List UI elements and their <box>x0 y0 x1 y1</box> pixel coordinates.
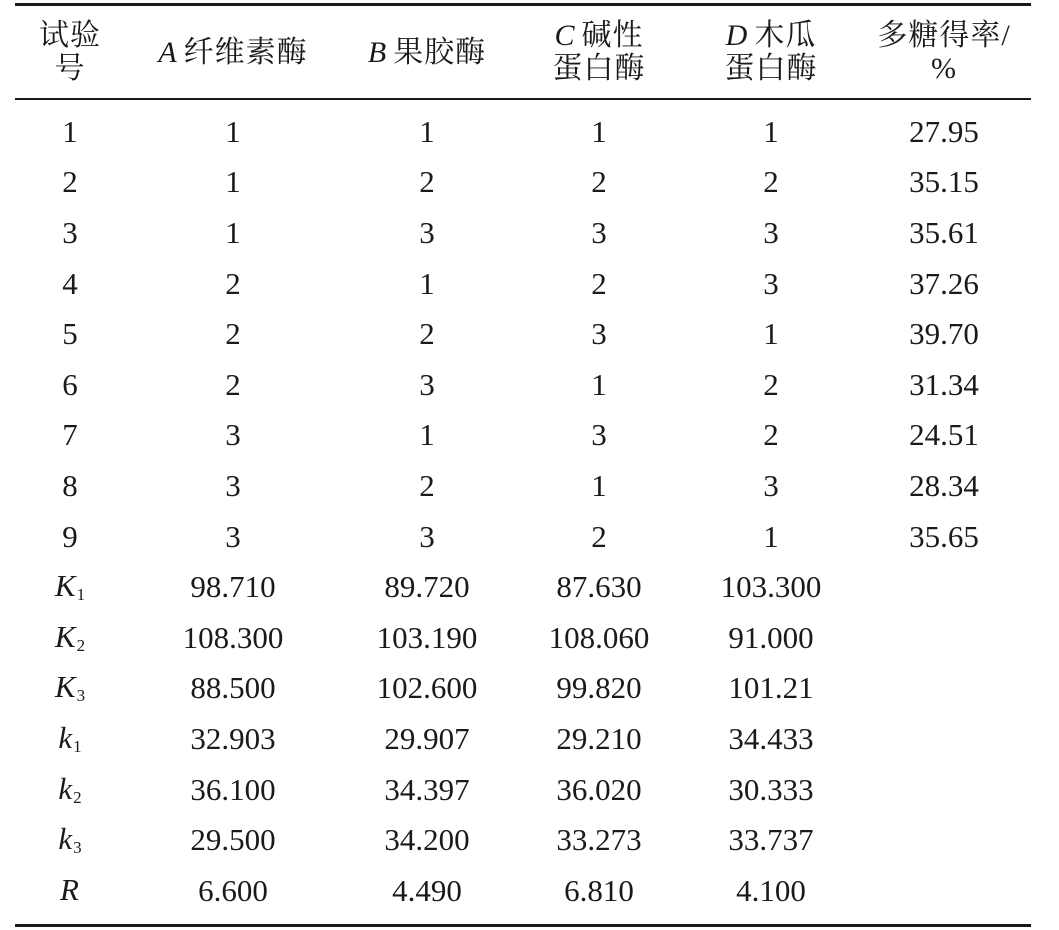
stat-row-k2 <box>15 764 1031 815</box>
factor-c-stat: 33.273 <box>556 822 642 858</box>
header-factor-c <box>513 5 685 100</box>
header-yield-line2: % <box>931 52 957 85</box>
table-row <box>15 359 1031 410</box>
factor-a-stat: 98.710 <box>190 569 276 605</box>
factor-c-cell: 3 <box>591 214 607 250</box>
yield-stat <box>857 814 1031 865</box>
table-body <box>15 99 1031 925</box>
factor-a-cell: 3 <box>225 467 241 503</box>
yield-cell: 27.95 <box>909 113 979 149</box>
stat-subscript: 3 <box>76 686 86 706</box>
factor-d-stat: 4.100 <box>736 872 806 908</box>
factor-b-cell: 1 <box>419 265 435 301</box>
stat-row-k3 <box>15 814 1031 865</box>
factor-c-stat: 6.810 <box>564 872 634 908</box>
factor-b-cell: 1 <box>419 113 435 149</box>
factor-b-cell: 2 <box>419 316 435 352</box>
factor-b-letter: B <box>367 35 388 69</box>
table-row <box>15 207 1031 258</box>
stat-symbol <box>15 663 125 714</box>
factor-b-stat: 102.600 <box>376 670 478 706</box>
yield-cell: 28.34 <box>909 467 979 503</box>
factor-c-stat: 29.210 <box>556 720 642 756</box>
header-trial-no <box>15 5 125 100</box>
stat-subscript: 1 <box>76 585 86 605</box>
factor-d-cell: 1 <box>763 316 779 352</box>
factor-a-stat: 88.500 <box>190 670 276 706</box>
factor-c-stat: 108.060 <box>548 619 650 655</box>
factor-b-stat: 103.190 <box>376 619 478 655</box>
factor-a-stat: 108.300 <box>182 619 284 655</box>
factor-b-cell: 2 <box>419 467 435 503</box>
factor-a-cell: 1 <box>225 214 241 250</box>
factor-d-cell: 2 <box>763 164 779 200</box>
factor-d-cell: 2 <box>763 417 779 453</box>
trial-no-cell: 2 <box>62 164 78 200</box>
trial-no-cell: 7 <box>62 417 78 453</box>
table-row <box>15 308 1031 359</box>
factor-b-stat: 34.200 <box>384 822 470 858</box>
factor-a-stat: 36.100 <box>190 771 276 807</box>
yield-cell: 35.65 <box>909 518 979 554</box>
yield-cell: 24.51 <box>909 417 979 453</box>
factor-a-stat: 6.600 <box>198 872 268 908</box>
factor-c-cell: 3 <box>591 316 607 352</box>
yield-stat <box>857 713 1031 764</box>
factor-c-cell: 1 <box>591 366 607 402</box>
stat-symbol <box>15 713 125 764</box>
trial-no-cell: 8 <box>62 467 78 503</box>
table-row <box>15 460 1031 511</box>
factor-d-letter: D <box>725 19 749 52</box>
trial-no-cell: 6 <box>62 366 78 402</box>
factor-d-stat: 91.000 <box>728 619 814 655</box>
factor-b-stat: 34.397 <box>384 771 470 807</box>
trial-no-cell: 1 <box>62 113 78 149</box>
yield-cell: 37.26 <box>909 265 979 301</box>
yield-cell: 31.34 <box>909 366 979 402</box>
stat-subscript: 3 <box>73 838 82 858</box>
header-trial-line2: 号 <box>54 52 86 85</box>
stat-letter: R <box>60 871 79 907</box>
factor-b-cell: 3 <box>419 214 435 250</box>
factor-b-cell: 3 <box>419 518 435 554</box>
factor-d-stat: 103.300 <box>720 569 822 605</box>
factor-b-stat: 29.907 <box>384 720 470 756</box>
yield-cell: 39.70 <box>909 316 979 352</box>
factor-c-cell: 1 <box>591 467 607 503</box>
stat-letter: K <box>54 568 76 604</box>
factor-c-cell: 3 <box>591 417 607 453</box>
header-trial-line1: 试验 <box>39 19 101 52</box>
factor-c-cell: 2 <box>591 265 607 301</box>
factor-d-cell: 1 <box>763 113 779 149</box>
factor-a-cell: 1 <box>225 113 241 149</box>
yield-stat <box>857 865 1031 925</box>
stat-symbol <box>15 814 125 865</box>
factor-a-cell: 2 <box>225 316 241 352</box>
header-factor-b <box>341 5 513 100</box>
header-factor-a <box>125 5 341 100</box>
factor-a-stat: 29.500 <box>190 822 276 858</box>
factor-a-name: 纤维素酶 <box>183 35 308 69</box>
stat-subscript: 2 <box>73 787 82 807</box>
factor-a-letter: A <box>158 35 178 69</box>
factor-d-stat: 34.433 <box>728 720 814 756</box>
factor-c-stat: 87.630 <box>556 569 642 605</box>
factor-b-stat: 89.720 <box>384 569 470 605</box>
factor-b-cell: 3 <box>419 366 435 402</box>
factor-d-name-line1: 木瓜 <box>754 19 817 52</box>
yield-stat <box>857 764 1031 815</box>
stat-letter: K <box>54 669 76 705</box>
yield-cell: 35.15 <box>909 164 979 200</box>
factor-d-cell: 3 <box>763 265 779 301</box>
factor-c-cell: 2 <box>591 164 607 200</box>
factor-c-stat: 36.020 <box>556 771 642 807</box>
stat-row-K1 <box>15 561 1031 612</box>
stat-row-k1 <box>15 713 1031 764</box>
factor-c-name-line1: 碱性 <box>581 19 644 52</box>
factor-b-cell: 1 <box>419 417 435 453</box>
header-yield-line1: 多糖得率/ <box>877 19 1011 52</box>
factor-d-cell: 3 <box>763 467 779 503</box>
stat-symbol <box>15 865 125 925</box>
factor-d-stat: 101.21 <box>728 670 814 706</box>
stat-symbol <box>15 561 125 612</box>
factor-b-stat: 4.490 <box>392 872 462 908</box>
factor-c-letter: C <box>554 19 576 52</box>
stat-subscript: 1 <box>73 736 82 756</box>
yield-stat <box>857 612 1031 663</box>
factor-d-stat: 33.737 <box>728 822 814 858</box>
factor-a-cell: 1 <box>225 164 241 200</box>
factor-a-cell: 3 <box>225 518 241 554</box>
header-yield <box>857 5 1031 100</box>
factor-c-cell: 1 <box>591 113 607 149</box>
factor-a-cell: 3 <box>225 417 241 453</box>
table-row <box>15 258 1031 309</box>
table-row <box>15 511 1031 562</box>
trial-no-cell: 9 <box>62 518 78 554</box>
factor-d-stat: 30.333 <box>728 771 814 807</box>
stat-letter: k <box>58 821 73 857</box>
header-row <box>15 5 1031 100</box>
factor-b-cell: 2 <box>419 164 435 200</box>
factor-b-name: 果胶酶 <box>393 35 487 69</box>
yield-cell: 35.61 <box>909 214 979 250</box>
yield-stat <box>857 663 1031 714</box>
stat-symbol <box>15 764 125 815</box>
factor-d-cell: 1 <box>763 518 779 554</box>
yield-stat <box>857 561 1031 612</box>
factor-c-cell: 2 <box>591 518 607 554</box>
header-factor-d <box>685 5 857 100</box>
stat-letter: K <box>54 618 76 654</box>
factor-a-stat: 32.903 <box>190 720 276 756</box>
stat-letter: k <box>58 719 73 755</box>
trial-no-cell: 5 <box>62 316 78 352</box>
factor-d-cell: 2 <box>763 366 779 402</box>
table-row <box>15 410 1031 461</box>
table-row <box>15 157 1031 208</box>
stat-row-R <box>15 865 1031 925</box>
orthogonal-test-table <box>15 3 1031 927</box>
stat-row-K3 <box>15 663 1031 714</box>
factor-a-cell: 2 <box>225 366 241 402</box>
trial-no-cell: 3 <box>62 214 78 250</box>
factor-c-stat: 99.820 <box>556 670 642 706</box>
stat-subscript: 2 <box>76 635 86 655</box>
factor-c-name-line2: 蛋白酶 <box>552 52 646 85</box>
factor-a-cell: 2 <box>225 265 241 301</box>
factor-d-cell: 3 <box>763 214 779 250</box>
factor-d-name-line2: 蛋白酶 <box>724 52 818 85</box>
trial-no-cell: 4 <box>62 265 78 301</box>
stat-letter: k <box>58 770 73 806</box>
table-row <box>15 99 1031 157</box>
stat-symbol <box>15 612 125 663</box>
stat-row-K2 <box>15 612 1031 663</box>
